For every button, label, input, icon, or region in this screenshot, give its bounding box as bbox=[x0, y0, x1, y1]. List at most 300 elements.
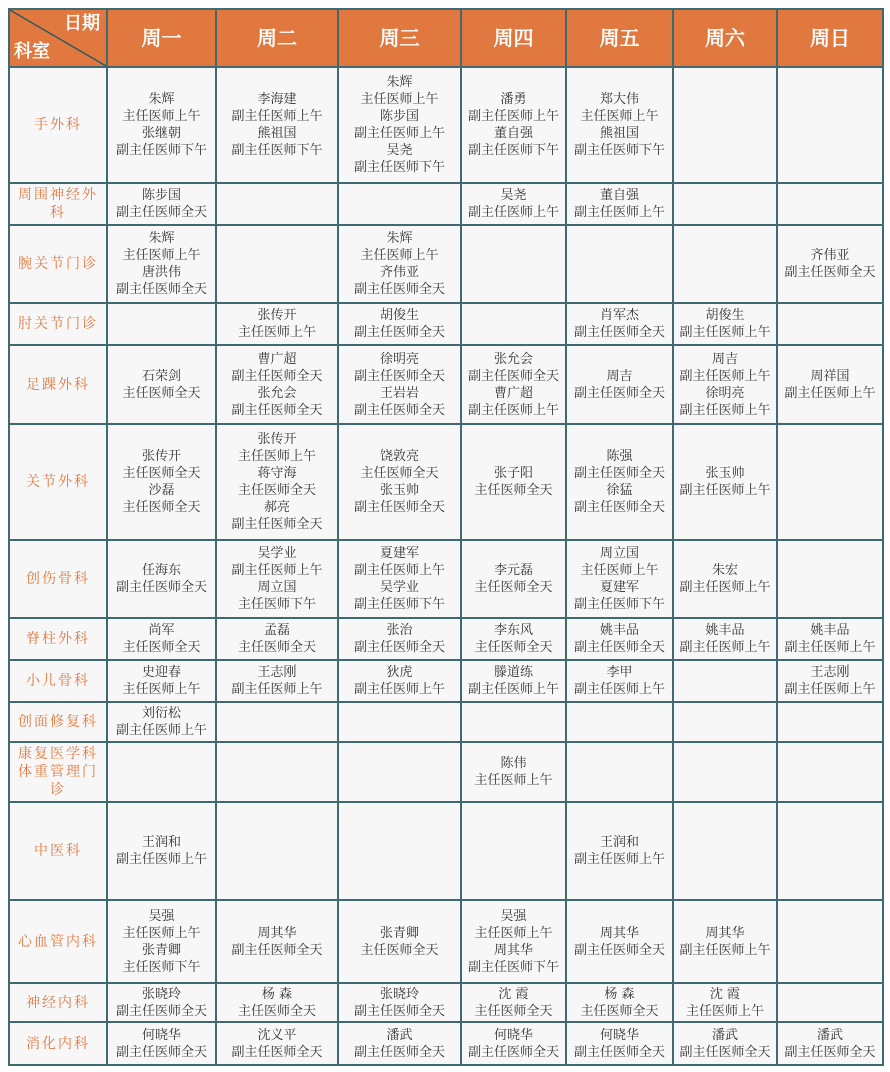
doctor-name: 王志刚 bbox=[810, 665, 850, 680]
doctor-name: 郑大伟 bbox=[599, 92, 639, 107]
doctor-title-shift: 副主任医师全天 bbox=[573, 640, 665, 655]
schedule-cell bbox=[673, 900, 777, 983]
doctor-name: 周其华 bbox=[493, 942, 533, 958]
schedule-cell bbox=[777, 303, 883, 345]
doctor-name: 杨 森 bbox=[604, 986, 635, 1002]
schedule-row bbox=[9, 1022, 883, 1065]
doctor-name: 张继朝 bbox=[141, 126, 181, 141]
doctor-title-shift: 副主任医师全天 bbox=[573, 466, 665, 481]
department-name: 中医科 bbox=[9, 802, 107, 900]
schedule-cell bbox=[566, 742, 673, 802]
doctor-name: 蒋守海 bbox=[257, 466, 297, 481]
schedule-cell bbox=[777, 225, 883, 303]
schedule-cell bbox=[461, 618, 566, 660]
doctor-title-shift: 副主任医师上午 bbox=[679, 942, 771, 958]
schedule-cell bbox=[338, 1022, 461, 1065]
doctor-name: 朱辉 bbox=[148, 231, 175, 246]
doctor-name: 王志刚 bbox=[257, 665, 297, 680]
department-name: 脊柱外科 bbox=[9, 618, 107, 660]
schedule-cell bbox=[566, 1022, 673, 1065]
schedule-cell bbox=[107, 618, 216, 660]
doctor-title-shift: 副主任医师上午 bbox=[784, 640, 876, 655]
schedule-cell bbox=[216, 1022, 338, 1065]
schedule-row bbox=[9, 183, 883, 225]
doctor-name: 何晓华 bbox=[493, 1027, 533, 1043]
schedule-cell bbox=[777, 900, 883, 983]
day-header-fri: 周五 bbox=[566, 9, 673, 67]
doctor-name: 徐明亮 bbox=[705, 385, 745, 401]
schedule-cell bbox=[107, 183, 216, 225]
doctor-title-shift: 副主任医师全天 bbox=[353, 282, 445, 297]
doctor-title-shift: 副主任医师下午 bbox=[115, 143, 207, 158]
doctor-title-shift: 主任医师全天 bbox=[237, 483, 316, 498]
doctor-title-shift: 副主任医师全天 bbox=[353, 1044, 445, 1060]
schedule-cell bbox=[338, 983, 461, 1022]
department-name: 小儿骨科 bbox=[9, 660, 107, 702]
schedule-cell bbox=[216, 983, 338, 1022]
schedule-row bbox=[9, 983, 883, 1022]
schedule-cell bbox=[566, 345, 673, 424]
doctor-title-shift: 主任医师上午 bbox=[474, 773, 553, 788]
doctor-title-shift: 副主任医师上午 bbox=[679, 580, 771, 595]
doctor-name: 齐伟亚 bbox=[379, 265, 419, 280]
doctor-name: 夏建军 bbox=[379, 546, 419, 561]
schedule-row bbox=[9, 225, 883, 303]
doctor-name: 王润和 bbox=[599, 835, 639, 850]
doctor-name: 张允会 bbox=[257, 385, 297, 401]
doctor-name: 吴尧 bbox=[500, 188, 527, 203]
doctor-title-shift: 主任医师上午 bbox=[122, 248, 201, 263]
day-header-mon: 周一 bbox=[107, 9, 216, 67]
schedule-row bbox=[9, 345, 883, 424]
doctor-name: 陈步国 bbox=[379, 109, 419, 124]
doctor-title-shift: 副主任医师上午 bbox=[679, 640, 771, 655]
doctor-title-shift: 主任医师全天 bbox=[474, 1003, 553, 1019]
schedule-cell bbox=[216, 802, 338, 900]
doctor-title-shift: 副主任医师上午 bbox=[679, 325, 771, 340]
schedule-cell bbox=[461, 345, 566, 424]
doctor-title-shift: 副主任医师上午 bbox=[353, 682, 445, 697]
doctor-name: 徐猛 bbox=[606, 483, 633, 498]
corner-dept-label: 科室 bbox=[14, 41, 50, 62]
doctor-name: 张子阳 bbox=[493, 466, 533, 481]
schedule-cell bbox=[107, 1022, 216, 1065]
doctor-title-shift: 副主任医师上午 bbox=[679, 402, 771, 418]
doctor-name: 陈伟 bbox=[500, 756, 527, 771]
doctor-title-shift: 副主任医师上午 bbox=[679, 368, 771, 384]
schedule-cell bbox=[107, 345, 216, 424]
doctor-title-shift: 副主任医师全天 bbox=[467, 368, 559, 384]
doctor-name: 吴强 bbox=[148, 908, 175, 924]
corner-date-label: 日期 bbox=[64, 13, 100, 34]
doctor-title-shift: 主任医师上午 bbox=[122, 109, 201, 124]
doctor-name: 郝亮 bbox=[263, 500, 290, 515]
doctor-name: 何晓华 bbox=[141, 1027, 181, 1043]
schedule-cell bbox=[338, 900, 461, 983]
schedule-cell bbox=[461, 742, 566, 802]
schedule-row bbox=[9, 67, 883, 183]
doctor-title-shift: 主任医师上午 bbox=[122, 925, 201, 941]
day-header-wed: 周三 bbox=[338, 9, 461, 67]
schedule-cell bbox=[566, 303, 673, 345]
schedule-cell bbox=[673, 303, 777, 345]
schedule-cell bbox=[461, 67, 566, 183]
doctor-name: 潘武 bbox=[386, 1027, 413, 1043]
schedule-cell bbox=[566, 900, 673, 983]
doctor-title-shift: 副主任医师全天 bbox=[231, 368, 323, 384]
schedule-cell bbox=[338, 345, 461, 424]
doctor-name: 吴学业 bbox=[257, 546, 297, 561]
schedule-cell bbox=[338, 742, 461, 802]
schedule-cell bbox=[777, 742, 883, 802]
doctor-name: 周吉 bbox=[711, 351, 738, 367]
schedule-cell bbox=[461, 802, 566, 900]
doctor-title-shift: 副主任医师上午 bbox=[467, 682, 559, 697]
schedule-cell bbox=[566, 225, 673, 303]
schedule-cell bbox=[461, 702, 566, 742]
doctor-title-shift: 副主任医师全天 bbox=[784, 1044, 876, 1060]
doctor-title-shift: 主任医师上午 bbox=[237, 449, 316, 464]
doctor-title-shift: 副主任医师全天 bbox=[115, 580, 207, 595]
doctor-title-shift: 主任医师上午 bbox=[580, 109, 659, 124]
schedule-cell bbox=[673, 618, 777, 660]
doctor-title-shift: 主任医师全天 bbox=[474, 640, 553, 655]
doctor-title-shift: 副主任医师全天 bbox=[467, 1044, 559, 1060]
doctor-name: 周立国 bbox=[599, 546, 639, 561]
doctor-title-shift: 主任医师全天 bbox=[474, 580, 553, 595]
doctor-title-shift: 主任医师全天 bbox=[122, 640, 201, 655]
doctor-name: 董自强 bbox=[493, 126, 533, 141]
doctor-title-shift: 副主任医师上午 bbox=[679, 483, 771, 498]
doctor-name: 曹广超 bbox=[257, 351, 297, 367]
doctor-title-shift: 副主任医师上午 bbox=[467, 109, 559, 124]
doctor-title-shift: 副主任医师全天 bbox=[231, 517, 323, 532]
doctor-name: 唐洪伟 bbox=[141, 265, 181, 280]
schedule-cell bbox=[107, 660, 216, 702]
schedule-cell bbox=[566, 983, 673, 1022]
schedule-cell bbox=[461, 424, 566, 540]
doctor-name: 张治 bbox=[386, 623, 413, 638]
doctor-title-shift: 主任医师全天 bbox=[474, 483, 553, 498]
schedule-cell bbox=[107, 303, 216, 345]
doctor-name: 沈 霞 bbox=[709, 986, 741, 1002]
doctor-title-shift: 主任医师上午 bbox=[474, 925, 553, 941]
schedule-cell bbox=[673, 424, 777, 540]
department-name: 足踝外科 bbox=[9, 345, 107, 424]
schedule-cell bbox=[566, 67, 673, 183]
schedule-cell bbox=[107, 225, 216, 303]
doctor-title-shift: 副主任医师全天 bbox=[573, 500, 665, 515]
doctor-title-shift: 副主任医师上午 bbox=[231, 109, 323, 124]
doctor-title-shift: 副主任医师上午 bbox=[115, 852, 207, 867]
doctor-name: 张传开 bbox=[257, 308, 297, 323]
doctor-title-shift: 副主任医师上午 bbox=[573, 682, 665, 697]
doctor-name: 熊祖国 bbox=[257, 126, 297, 141]
doctor-title-shift: 副主任医师下午 bbox=[353, 597, 445, 612]
schedule-cell bbox=[566, 424, 673, 540]
doctor-title-shift: 副主任医师上午 bbox=[353, 563, 445, 578]
schedule-cell bbox=[461, 900, 566, 983]
doctor-name: 张晓玲 bbox=[379, 986, 419, 1002]
schedule-cell bbox=[107, 67, 216, 183]
schedule-cell bbox=[338, 67, 461, 183]
doctor-title-shift: 副主任医师全天 bbox=[353, 325, 445, 340]
schedule-cell bbox=[216, 345, 338, 424]
schedule-cell bbox=[107, 742, 216, 802]
doctor-name: 周吉 bbox=[606, 368, 633, 384]
schedule-cell bbox=[777, 540, 883, 618]
doctor-name: 潘勇 bbox=[500, 92, 527, 107]
doctor-name: 朱辉 bbox=[386, 75, 413, 90]
schedule-cell bbox=[107, 702, 216, 742]
doctor-title-shift: 副主任医师下午 bbox=[467, 959, 559, 975]
doctor-title-shift: 副主任医师全天 bbox=[573, 942, 665, 958]
doctor-name: 张传开 bbox=[257, 432, 297, 447]
department-name: 肘关节门诊 bbox=[9, 303, 107, 345]
doctor-name: 吴学业 bbox=[379, 580, 419, 595]
schedule-cell bbox=[673, 983, 777, 1022]
doctor-title-shift: 副主任医师上午 bbox=[467, 402, 559, 418]
schedule-cell bbox=[673, 1022, 777, 1065]
schedule-row bbox=[9, 618, 883, 660]
schedule-cell bbox=[107, 540, 216, 618]
doctor-name: 夏建军 bbox=[599, 580, 639, 595]
schedule-cell bbox=[216, 618, 338, 660]
day-header-sun: 周日 bbox=[777, 9, 883, 67]
schedule-row bbox=[9, 540, 883, 618]
doctor-name: 潘武 bbox=[711, 1027, 738, 1043]
doctor-title-shift: 主任医师全天 bbox=[360, 942, 439, 958]
doctor-name: 胡俊生 bbox=[379, 308, 419, 323]
doctor-title-shift: 副主任医师上午 bbox=[784, 385, 876, 401]
schedule-row bbox=[9, 424, 883, 540]
doctor-title-shift: 主任医师全天 bbox=[122, 466, 201, 481]
doctor-title-shift: 副主任医师全天 bbox=[231, 942, 323, 958]
doctor-title-shift: 副主任医师全天 bbox=[573, 325, 665, 340]
doctor-title-shift: 副主任医师下午 bbox=[573, 597, 665, 612]
doctor-name: 何晓华 bbox=[599, 1027, 639, 1043]
doctor-name: 朱辉 bbox=[148, 92, 175, 107]
doctor-name: 吴强 bbox=[500, 908, 527, 924]
doctor-title-shift: 副主任医师全天 bbox=[573, 1044, 665, 1060]
schedule-cell bbox=[461, 303, 566, 345]
schedule-cell bbox=[461, 225, 566, 303]
doctor-title-shift: 主任医师上午 bbox=[685, 1003, 764, 1019]
schedule-cell bbox=[107, 424, 216, 540]
schedule-cell bbox=[461, 183, 566, 225]
schedule-cell bbox=[566, 702, 673, 742]
doctor-name: 徐明亮 bbox=[379, 351, 419, 367]
doctor-title-shift: 副主任医师全天 bbox=[115, 1044, 207, 1060]
doctor-name: 陈强 bbox=[606, 449, 633, 464]
schedule-cell bbox=[216, 303, 338, 345]
doctor-title-shift: 主任医师下午 bbox=[122, 959, 201, 975]
doctor-name: 刘衍松 bbox=[141, 706, 181, 721]
schedule-cell bbox=[338, 702, 461, 742]
doctor-title-shift: 主任医师上午 bbox=[237, 325, 316, 340]
schedule-cell bbox=[216, 660, 338, 702]
schedule-cell bbox=[566, 802, 673, 900]
schedule-cell bbox=[673, 225, 777, 303]
day-header-tue: 周二 bbox=[216, 9, 338, 67]
day-header-thu: 周四 bbox=[461, 9, 566, 67]
doctor-name: 潘武 bbox=[816, 1027, 843, 1043]
doctor-name: 石荣剑 bbox=[141, 368, 181, 384]
doctor-title-shift: 主任医师上午 bbox=[360, 248, 439, 263]
doctor-name: 张传开 bbox=[141, 449, 181, 464]
schedule-cell bbox=[107, 802, 216, 900]
doctor-title-shift: 副主任医师上午 bbox=[573, 852, 665, 867]
doctor-name: 周其华 bbox=[599, 925, 639, 941]
schedule-cell bbox=[673, 742, 777, 802]
schedule-cell bbox=[216, 225, 338, 303]
department-name: 心血管内科 bbox=[9, 900, 107, 983]
corner-header-cell bbox=[9, 9, 107, 67]
department-name: 创伤骨科 bbox=[9, 540, 107, 618]
doctor-name: 张晓玲 bbox=[141, 986, 181, 1002]
doctor-name: 张玉帅 bbox=[705, 466, 745, 481]
doctor-name: 周其华 bbox=[705, 925, 745, 941]
doctor-title-shift: 主任医师下午 bbox=[237, 597, 316, 612]
schedule-cell bbox=[338, 183, 461, 225]
schedule-cell bbox=[216, 742, 338, 802]
schedule-cell bbox=[673, 67, 777, 183]
schedule-cell bbox=[673, 802, 777, 900]
doctor-name: 周祥国 bbox=[810, 368, 850, 384]
schedule-cell bbox=[673, 702, 777, 742]
doctor-title-shift: 副主任医师全天 bbox=[573, 385, 665, 401]
doctor-title-shift: 主任医师全天 bbox=[237, 1003, 316, 1019]
schedule-cell bbox=[777, 424, 883, 540]
doctor-title-shift: 主任医师全天 bbox=[237, 640, 316, 655]
header-row bbox=[9, 9, 883, 67]
doctor-title-shift: 副主任医师全天 bbox=[353, 500, 445, 515]
doctor-title-shift: 副主任医师上午 bbox=[467, 205, 559, 220]
schedule-cell bbox=[338, 660, 461, 702]
doctor-title-shift: 主任医师全天 bbox=[360, 466, 439, 481]
doctor-name: 董自强 bbox=[599, 188, 639, 203]
doctor-name: 沙磊 bbox=[148, 483, 175, 498]
doctor-name: 饶敦亮 bbox=[379, 449, 419, 464]
doctor-title-shift: 主任医师全天 bbox=[580, 1003, 659, 1019]
schedule-cell bbox=[566, 618, 673, 660]
department-name: 手外科 bbox=[9, 67, 107, 183]
doctor-name: 张玉帅 bbox=[379, 483, 419, 498]
doctor-name: 王岩岩 bbox=[379, 385, 419, 401]
doctor-title-shift: 副主任医师上午 bbox=[115, 723, 207, 738]
department-name: 腕关节门诊 bbox=[9, 225, 107, 303]
doctor-title-shift: 主任医师全天 bbox=[122, 500, 201, 515]
doctor-title-shift: 副主任医师全天 bbox=[353, 640, 445, 655]
doctor-name: 张青卿 bbox=[141, 942, 181, 958]
doctor-name: 李海建 bbox=[257, 92, 297, 107]
schedule-cell bbox=[461, 660, 566, 702]
department-name: 关节外科 bbox=[9, 424, 107, 540]
schedule-cell bbox=[566, 540, 673, 618]
schedule-cell bbox=[777, 618, 883, 660]
doctor-title-shift: 副主任医师下午 bbox=[573, 143, 665, 158]
day-header-sat: 周六 bbox=[673, 9, 777, 67]
schedule-cell bbox=[338, 424, 461, 540]
doctor-title-shift: 主任医师全天 bbox=[122, 385, 201, 401]
doctor-name: 吴尧 bbox=[386, 143, 413, 158]
doctor-name: 孟磊 bbox=[263, 623, 290, 638]
doctor-title-shift: 副主任医师全天 bbox=[231, 1044, 323, 1060]
department-name: 周围神经外科 bbox=[9, 183, 107, 225]
schedule-cell bbox=[461, 540, 566, 618]
doctor-title-shift: 副主任医师全天 bbox=[353, 402, 445, 418]
schedule-cell bbox=[338, 540, 461, 618]
department-name: 神经内科 bbox=[9, 983, 107, 1022]
doctor-name: 李甲 bbox=[606, 665, 633, 680]
schedule-cell bbox=[338, 802, 461, 900]
doctor-name: 李东风 bbox=[493, 623, 533, 638]
schedule-cell bbox=[673, 660, 777, 702]
doctor-name: 姚丰品 bbox=[810, 623, 850, 638]
schedule-row bbox=[9, 303, 883, 345]
schedule-cell bbox=[461, 983, 566, 1022]
doctor-title-shift: 副主任医师全天 bbox=[353, 368, 445, 384]
schedule-cell bbox=[566, 183, 673, 225]
doctor-name: 尚军 bbox=[148, 623, 175, 638]
schedule-cell bbox=[338, 618, 461, 660]
schedule-row bbox=[9, 742, 883, 802]
schedule-row bbox=[9, 702, 883, 742]
doctor-title-shift: 副主任医师全天 bbox=[784, 265, 876, 280]
doctor-name: 狄虎 bbox=[386, 665, 413, 680]
doctor-name: 姚丰品 bbox=[599, 623, 639, 638]
doctor-name: 熊祖国 bbox=[599, 126, 639, 141]
schedule-cell bbox=[107, 983, 216, 1022]
schedule-cell bbox=[673, 345, 777, 424]
department-name: 消化内科 bbox=[9, 1022, 107, 1065]
doctor-title-shift: 副主任医师全天 bbox=[679, 1044, 771, 1060]
doctor-title-shift: 副主任医师上午 bbox=[231, 563, 323, 578]
schedule-cell bbox=[777, 802, 883, 900]
doctor-name: 张青卿 bbox=[379, 925, 419, 941]
schedule-cell bbox=[338, 225, 461, 303]
doctor-name: 任海东 bbox=[141, 563, 181, 578]
doctor-name: 肖军杰 bbox=[599, 308, 639, 323]
doctor-name: 王润和 bbox=[141, 835, 181, 850]
doctor-name: 周其华 bbox=[257, 925, 297, 941]
doctor-name: 沈义平 bbox=[257, 1027, 297, 1043]
schedule-cell bbox=[777, 702, 883, 742]
department-name: 创面修复科 bbox=[9, 702, 107, 742]
doctor-name: 周立国 bbox=[257, 580, 297, 595]
doctor-title-shift: 副主任医师全天 bbox=[115, 282, 207, 297]
doctor-title-shift: 副主任医师下午 bbox=[231, 143, 323, 158]
schedule-cell bbox=[461, 1022, 566, 1065]
doctor-title-shift: 主任医师上午 bbox=[360, 92, 439, 107]
doctor-name: 滕道练 bbox=[493, 665, 533, 680]
doctor-name: 杨 森 bbox=[261, 986, 293, 1002]
doctor-name: 张允会 bbox=[493, 351, 533, 367]
schedule-cell bbox=[338, 303, 461, 345]
schedule-cell bbox=[216, 540, 338, 618]
doctor-name: 史迎春 bbox=[141, 665, 181, 680]
schedule-cell bbox=[216, 183, 338, 225]
schedule-cell bbox=[777, 1022, 883, 1065]
schedule-cell bbox=[777, 345, 883, 424]
doctor-title-shift: 主任医师上午 bbox=[122, 682, 201, 697]
schedule-cell bbox=[216, 702, 338, 742]
doctor-name: 李元磊 bbox=[493, 563, 533, 578]
doctor-name: 朱宏 bbox=[711, 563, 738, 578]
schedule-row bbox=[9, 660, 883, 702]
schedule-cell bbox=[216, 424, 338, 540]
department-name: 康复医学科体重管理门诊 bbox=[9, 742, 107, 802]
